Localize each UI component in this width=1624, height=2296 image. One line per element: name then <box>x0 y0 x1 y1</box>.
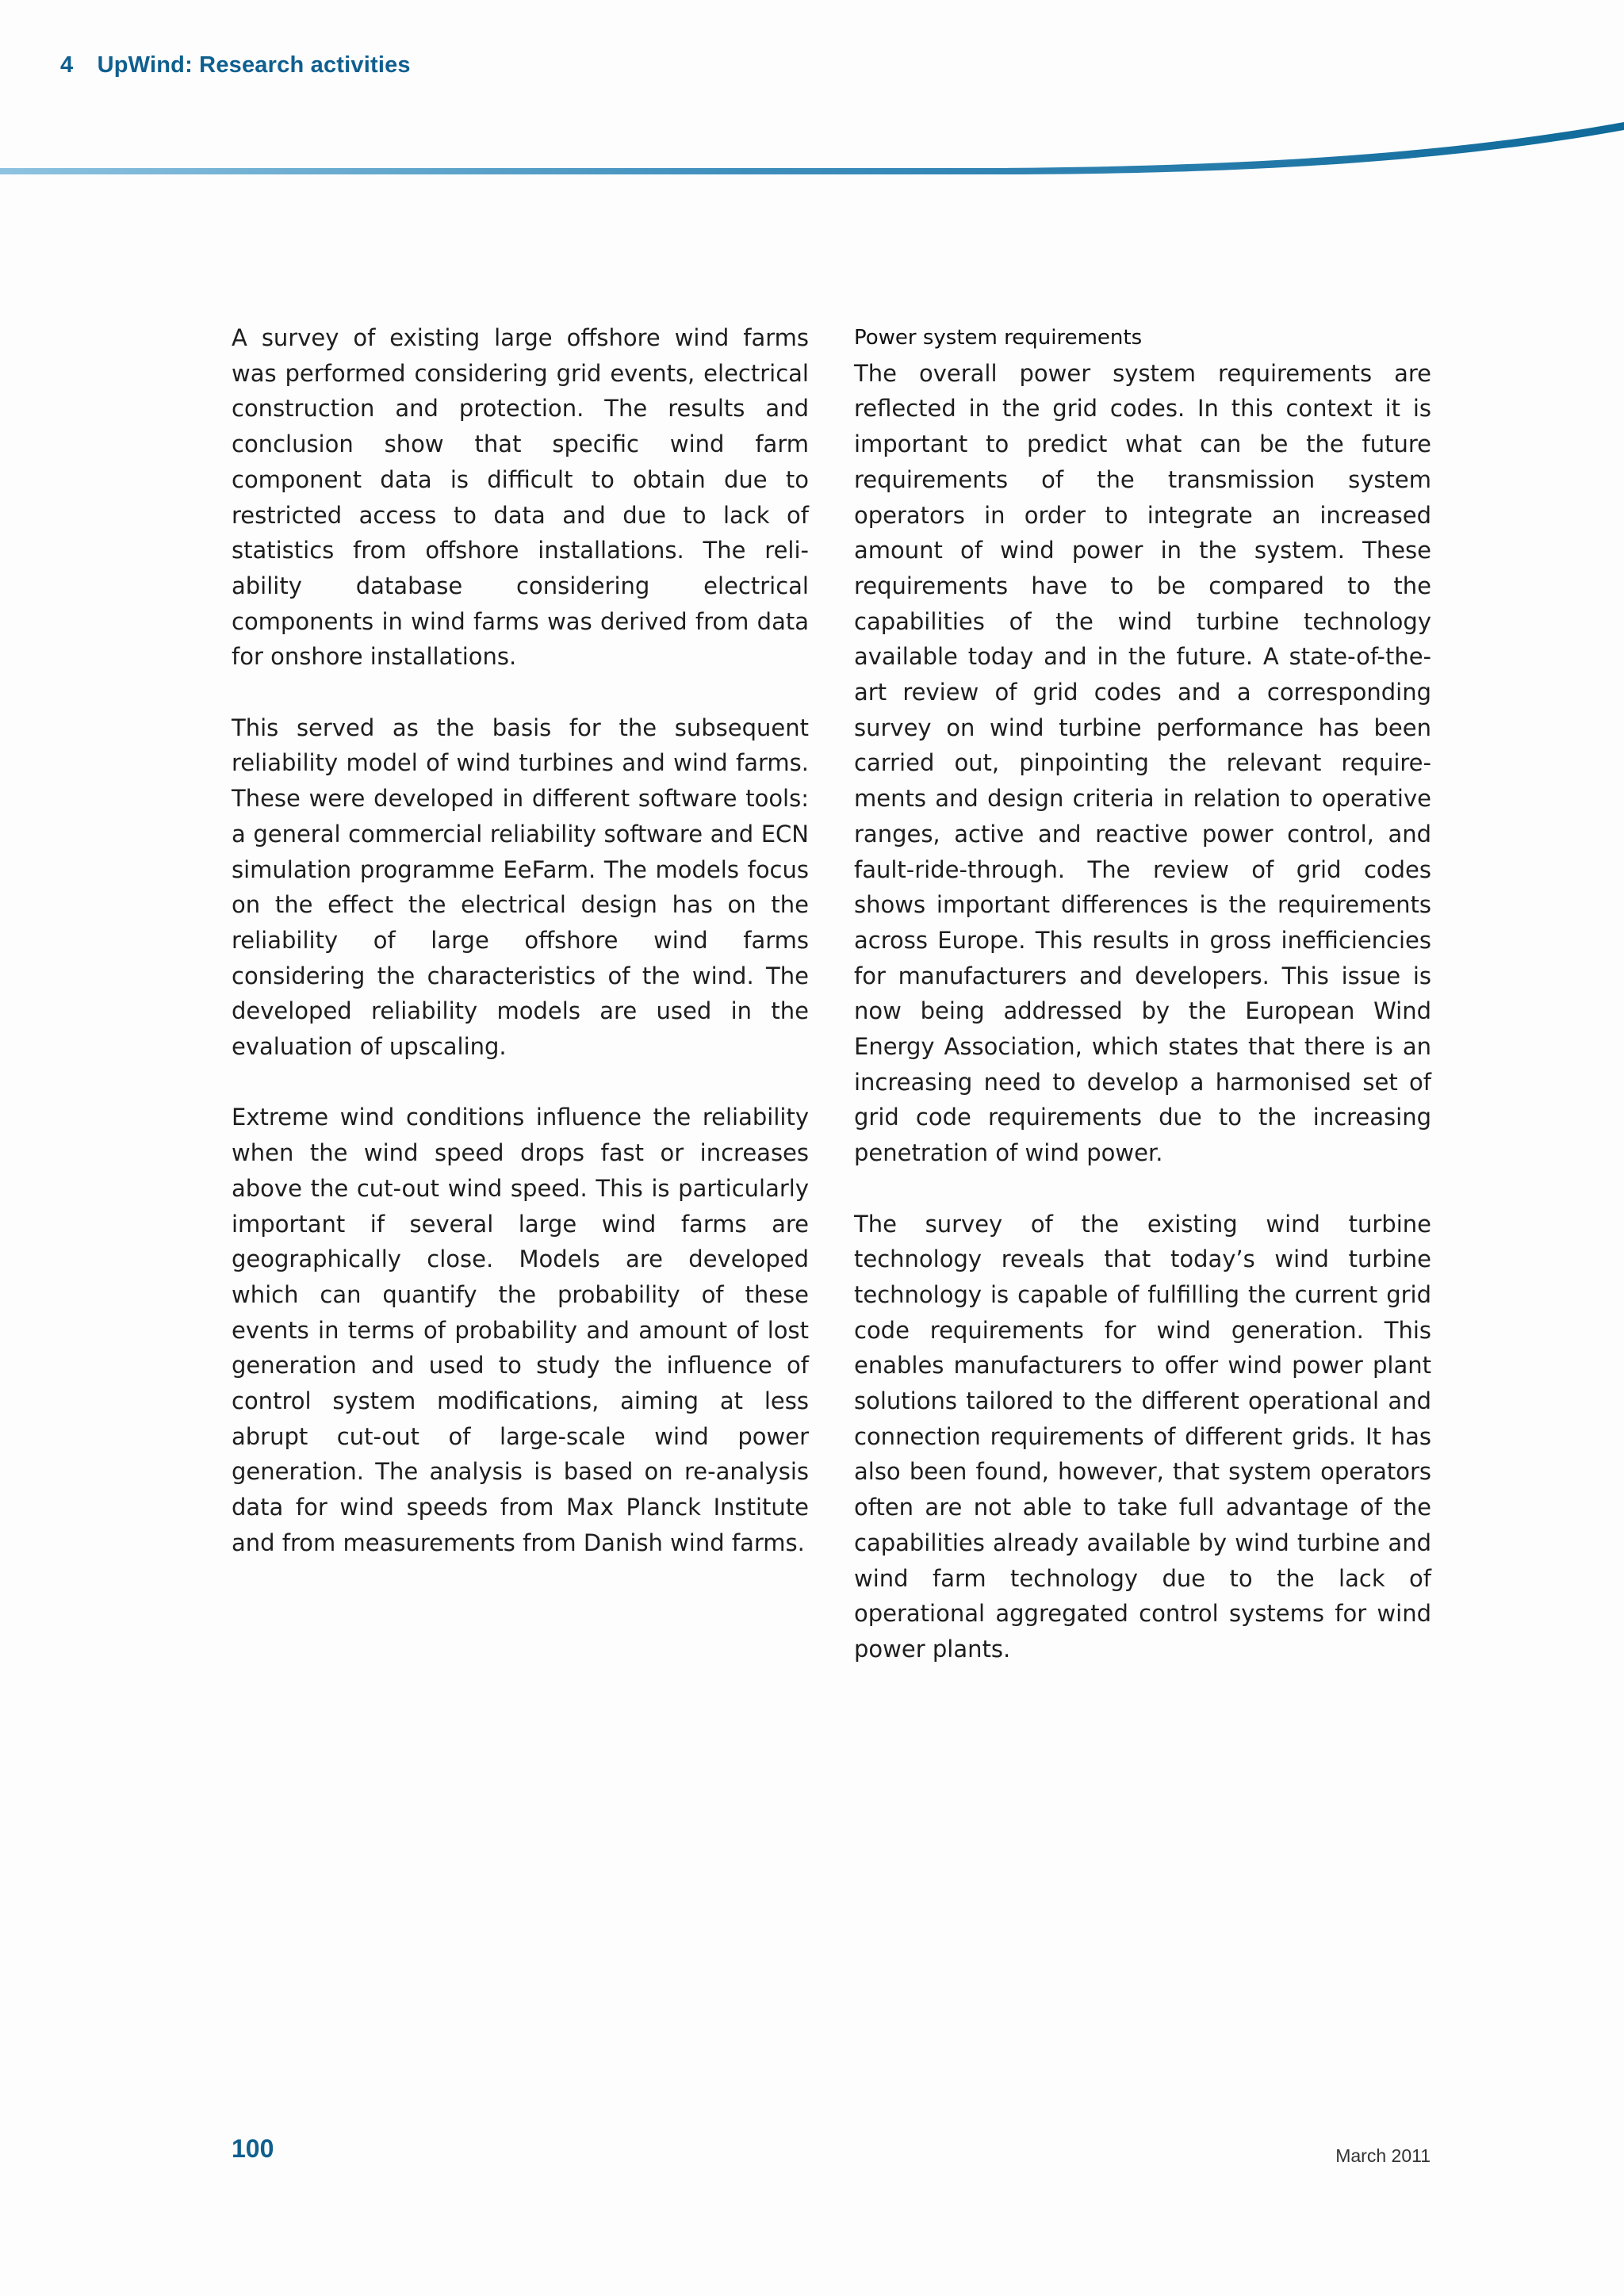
swoosh-curve <box>0 122 1624 174</box>
body-paragraph: A survey of existing large offshore wind farms was performed considering grid events, electrical construction and protection. The results and conclusion show that specific wind farm component data is difficult to obtain due to restricted access to data and due to lack of statistics from offshore installations. The reliability database considering electrical components in wind farms was derived from data for onshore installations. <box>232 324 809 671</box>
publication-date: March 2011 <box>1335 2145 1431 2166</box>
section-heading: Power system requirements <box>854 326 1143 350</box>
left-column <box>232 320 809 1596</box>
page-number: 100 <box>232 2134 274 2163</box>
body-paragraph: The survey of the existing wind turbine technology reveals that today’s wind turbine technology is capable of fulfilling the current grid code requirements for wind generation. This enables manufacturers to offer wind power plant solutions tailored to the different operational and connection requirements of different grids. It has also been found, however, that system operators often are not able to take full advantage of the capabilities already available by wind turbine and wind farm technology due to the lack of operational aggregated control systems for wind power plants. <box>854 1210 1431 1663</box>
body-paragraph: This served as the basis for the subsequent reliability model of wind turbines and wind farms. These were developed in different software tools: a general commercial reliability software and ECN simulation programme EeFarm. The models focus on the effect the electrical design has on the reliability of large offshore wind farms considering the characteristics of the wind. The developed reliability models are used in the evaluation of upscaling. <box>232 714 809 1061</box>
body-paragraph: Extreme wind conditions influence the reliability when the wind speed drops fast or increases above the cut-out wind speed. This is particularly important if several large wind farms are geographically close. Models are developed which can quantify the probability of these events in terms of probability and amount of lost generation and used to study the influence of control system modifications, aiming at less abrupt cut-out of large-scale wind power generation. The analysis is based on re-analysis data for wind speeds from Max Planck Institute and from measurements from Danish wind farms. <box>232 1104 809 1556</box>
right-column <box>854 320 1431 1702</box>
chapter-title: UpWind: Research activities <box>97 52 411 78</box>
page-header <box>60 52 411 78</box>
body-paragraph: The overall power system requirements are reflected in the grid codes. In this context it is important to predict what can be the future requirements of the transmission system operators in order to integrate an increased amount of wind power in the system. These requirements have to be compared to the capabilities of the wind turbine technology available today and in the future. A state-of-the-art review of grid codes and a corresponding survey on wind turbine performance has been carried out, pinpointing the relevant requirements and design criteria in relation to operative ranges, active and reactive power control, and fault-ride-through. The review of grid codes shows important differences is the requirements across Europe. This results in gross inefficiencies for manufacturers and developers. This issue is now being addressed by the European Wind Energy Association, which states that there is an increasing need to develop a harmonised set of grid code requirements due to the increasing penetration of wind power. <box>854 359 1431 1167</box>
header-swoosh <box>0 103 1624 182</box>
chapter-number: 4 <box>60 52 74 78</box>
